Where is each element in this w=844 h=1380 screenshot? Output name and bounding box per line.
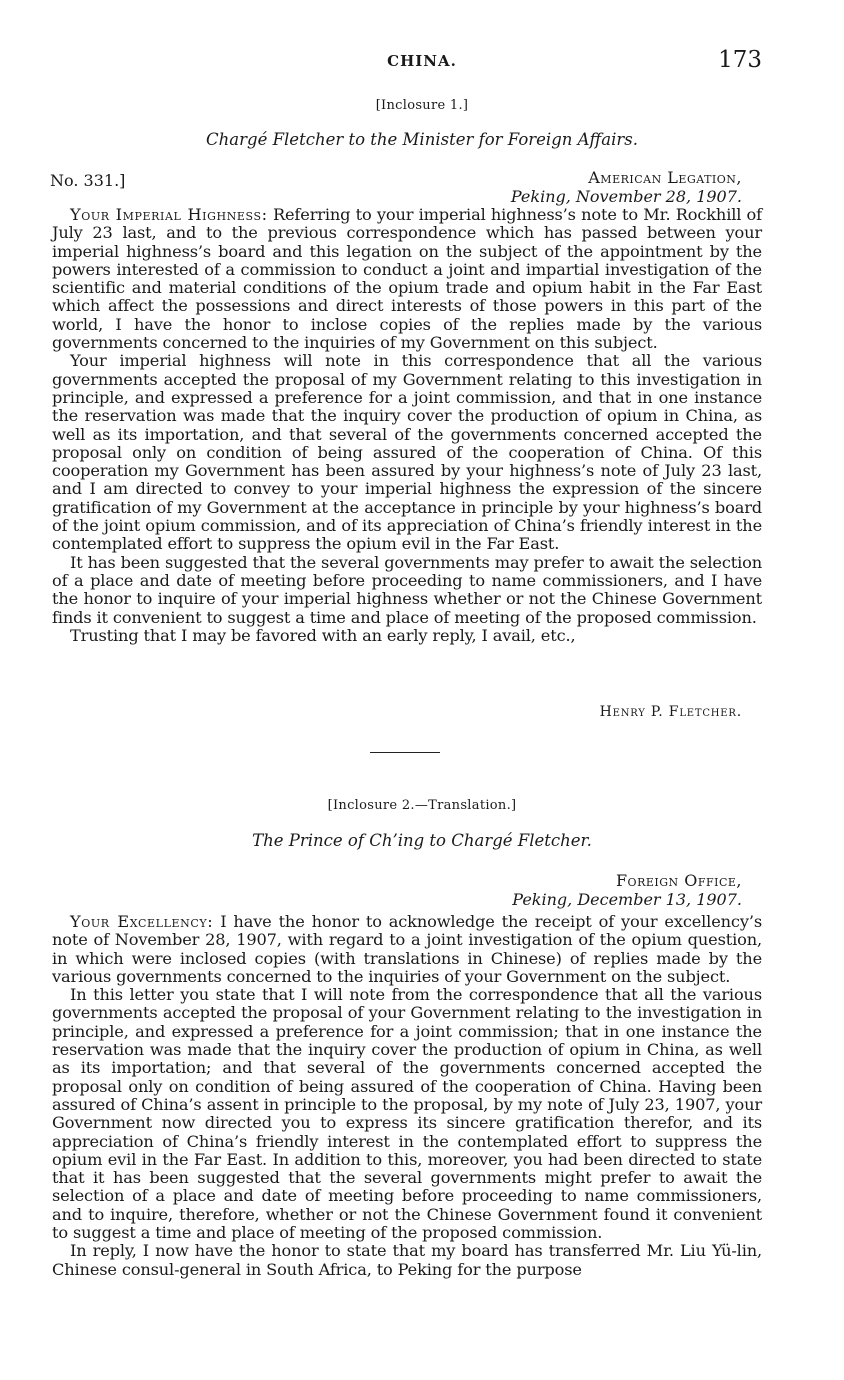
inclosure-2-label: [Inclosure 2.—Translation.]: [327, 798, 517, 813]
inclosure-1-dateline: [511, 168, 742, 206]
running-header: [0, 47, 844, 74]
date-line: Peking, December 13, 1907.: [512, 890, 742, 909]
inclosure-2-body: [52, 913, 762, 1279]
page-number: 173: [718, 47, 762, 73]
signature: Henry P. Fletcher.: [599, 704, 742, 720]
paragraph: It has been suggested that the several governments may prefer to await the selection of a place and date of meeting before proceeding to name commissioners, and I have the honor to inquire of your imperial highness whether or not the Chinese Government finds it convenient to suggest a time and place of meeting of the proposed commission.: [52, 552, 762, 627]
inclosure-1-body: [52, 206, 762, 645]
inclosure-2-dateline: [512, 871, 742, 909]
place-line: Foreign Office,: [615, 871, 742, 890]
paragraph: [52, 913, 762, 986]
paragraph: In reply, I now have the honor to state that my board has transferred Mr. Liu Yü-lin, Chinese consul-general in South Africa, to Peking for the purpose: [52, 1241, 762, 1279]
dispatch-number: No. 331.]: [50, 171, 126, 190]
place-line: American Legation,: [588, 168, 742, 187]
paragraph: Trusting that I may be favored with an early reply, I avail, etc.,: [70, 625, 576, 645]
paragraph-text: Referring to your imperial highness’s note to Mr. Rockhill of July 23 last, and to the previous correspondence which has passed between your imperial highness’s board and this legation on the subject of the appointment by the powers interested of a commission to conduct a joint and impartial investigation of the scientific and material conditions of the opium trade and opium habit in the Far East which affect the possessions and direct interests of those powers in this part of the world, I have the honor to inclose copies of the replies made by the various governments concerned to the inquiries of my Government on this subject.: [52, 205, 762, 353]
date-line: Peking, November 28, 1907.: [510, 187, 742, 206]
running-title: CHINA.: [387, 52, 457, 70]
inclosure-1-title: Chargé Fletcher to the Minister for Foreign Affairs.: [206, 130, 638, 149]
inclosure-1-label: [Inclosure 1.]: [375, 98, 469, 113]
salutation: Your Imperial Highness:: [70, 205, 268, 224]
paragraph-text: I have the honor to acknowledge the receipt of your excellency’s note of November 28, 1907, with regard to a joint investigation of the opium question, in which were inclosed copies (with translations in Chinese) of replies made by the various governments concerned to the inquiries of your Government on the subject.: [52, 912, 762, 986]
section-divider: [370, 752, 440, 753]
paragraph: Your imperial highness will note in this correspondence that all the various governments accepted the proposal of my Government relating to this investigation in principle, and expressed a preference for a joint commission, and that in one instance the reservation was made that the inquiry cover the production of opium in China, as well as its importation, and that several of the governments concerned accepted the proposal only on condition of being assured of the cooperation of China. Of this cooperation my Government has been assured by your highness’s note of July 23 last, and I am directed to convey to your imperial highness the expression of the sincere gratification of my Government at the acceptance in principle by your highness’s board of the joint opium commission, and of its appreciation of China’s friendly interest in the contemplated effort to suppress the opium evil in the Far East.: [52, 351, 762, 554]
paragraph: [52, 206, 762, 352]
inclosure-2-title: The Prince of Ch’ing to Chargé Fletcher.: [252, 831, 592, 850]
salutation: Your Excellency:: [70, 912, 214, 931]
paragraph: In this letter you state that I will note from the correspondence that all the various governments accepted the proposal of your Government relating to the investigation in principle, and expressed a preference for a joint commission; that in one instance the reservation was made that the inquiry cover the production of opium in China, as well as its importation; and that several of the governments concerned accepted the proposal only on condition of being assured of the cooperation of China. Having been assured of China’s assent in principle to the proposal, by my note of July 23, 1907, your Government now directed you to express its sincere gratification therefor, and its appreciation of China’s friendly interest in the contemplated effort to suppress the opium evil in the Far East. In addition to this, moreover, you had been directed to state that it has been suggested that the several governments might prefer to await the selection of a place and date of meeting before proceeding to name commissioners, and to inquire, therefore, whether or not the Chinese Government found it convenient to suggest a time and place of meeting of the proposed commission.: [52, 985, 762, 1243]
